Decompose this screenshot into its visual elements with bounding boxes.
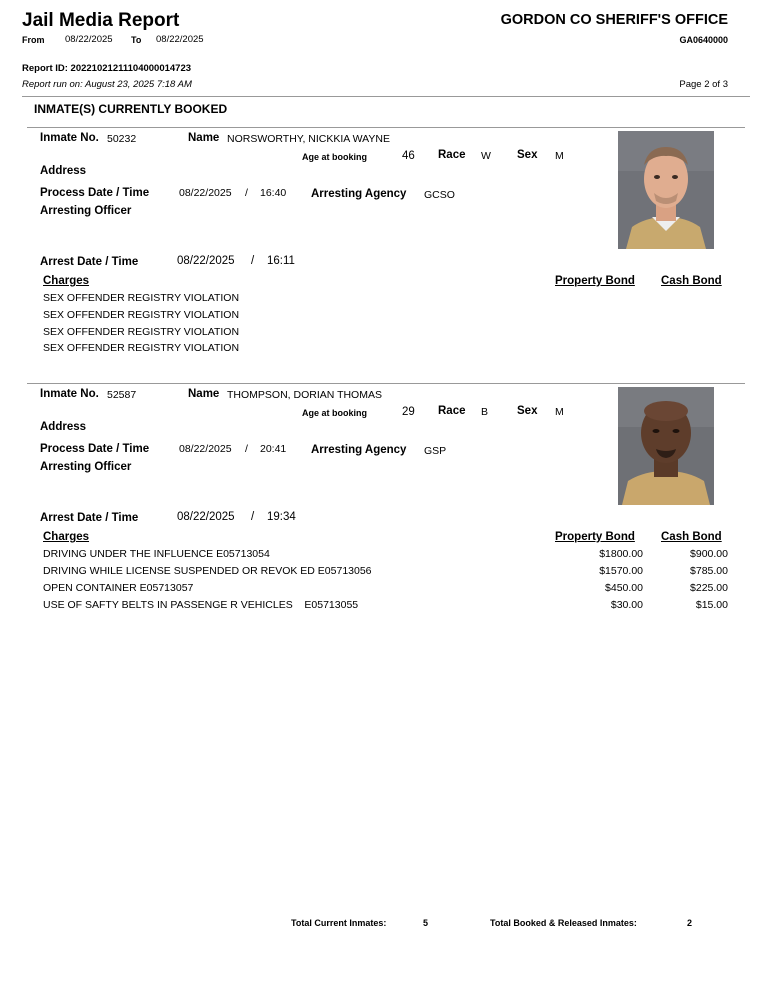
to-label: To <box>131 35 142 45</box>
report-run-date: Report run on: August 23, 2025 7:18 AM <box>22 79 192 90</box>
mugshot-photo <box>618 131 714 249</box>
charge-description: SEX OFFENDER REGISTRY VIOLATION <box>43 309 240 321</box>
race-label: Race <box>438 405 466 417</box>
property-bond-amount: $1570.00 <box>599 565 643 577</box>
inmate-no: 52587 <box>107 389 137 401</box>
total-current-value: 5 <box>423 918 429 928</box>
mugshot-photo <box>618 387 714 505</box>
header-divider <box>22 96 750 97</box>
agency-code: GA0640000 <box>679 35 728 45</box>
inmate-no-label: Inmate No. <box>40 388 99 400</box>
arresting-officer-label: Arresting Officer <box>40 461 132 473</box>
arrest-label: Arrest Date / Time <box>40 256 139 268</box>
mugshot-image <box>618 131 714 249</box>
process-label: Process Date / Time <box>40 187 150 199</box>
cash-bond-amount: $15.00 <box>695 599 728 611</box>
charge-description: DRIVING UNDER THE INFLUENCE E05713054 <box>43 548 270 560</box>
report-id: Report ID: 20221021211104000014723 <box>22 63 192 74</box>
report-title: Jail Media Report <box>22 10 180 31</box>
cash-bond-header: Cash Bond <box>661 531 722 543</box>
arrest-date: 08/22/2025 <box>177 511 235 523</box>
date-separator: / <box>251 255 255 267</box>
page-number: Page 2 of 3 <box>679 79 728 90</box>
arresting-agency-label: Arresting Agency <box>311 444 407 456</box>
arrest-date: 08/22/2025 <box>177 255 235 267</box>
charge-description: SEX OFFENDER REGISTRY VIOLATION <box>43 342 240 354</box>
mugshot-image <box>618 387 714 505</box>
arresting-agency: GCSO <box>424 189 455 201</box>
date-separator: / <box>251 511 255 523</box>
date-separator: / <box>245 443 248 455</box>
sex-label: Sex <box>517 405 538 417</box>
address-label: Address <box>40 165 87 177</box>
cash-bond-amount: $900.00 <box>690 548 728 560</box>
section-divider <box>27 127 745 128</box>
race: B <box>481 406 489 418</box>
property-bond-amount: $450.00 <box>605 582 643 594</box>
cash-bond-amount: $225.00 <box>690 582 728 594</box>
process-time: 20:41 <box>260 443 287 455</box>
arresting-agency: GSP <box>424 445 447 457</box>
charges-header: Charges <box>43 275 90 287</box>
charge-description: SEX OFFENDER REGISTRY VIOLATION <box>43 292 240 304</box>
property-bond-header: Property Bond <box>555 275 635 287</box>
cash-bond-amount: $785.00 <box>690 565 728 577</box>
race-label: Race <box>438 149 466 161</box>
from-label: From <box>22 35 45 45</box>
inmate-divider <box>27 383 745 384</box>
name-label: Name <box>188 132 220 144</box>
total-booked-value: 2 <box>687 918 693 928</box>
sex: M <box>555 150 564 162</box>
inmate-no-label: Inmate No. <box>40 132 99 144</box>
address-label: Address <box>40 421 87 433</box>
total-booked-label: Total Booked & Released Inmates: <box>490 918 637 928</box>
age-label: Age at booking <box>302 408 367 418</box>
charge-description: USE OF SAFTY BELTS IN PASSENGE R VEHICLES E05713055 <box>43 599 359 611</box>
sex-label: Sex <box>517 149 538 161</box>
arresting-officer-label: Arresting Officer <box>40 205 132 217</box>
process-label: Process Date / Time <box>40 443 150 455</box>
arrest-time: 16:11 <box>267 255 295 267</box>
charge-description: SEX OFFENDER REGISTRY VIOLATION <box>43 326 240 338</box>
to-date: 08/22/2025 <box>156 34 204 45</box>
arrest-time: 19:34 <box>267 511 296 523</box>
cash-bond-header: Cash Bond <box>661 275 722 287</box>
arrest-label: Arrest Date / Time <box>40 512 139 524</box>
property-bond-amount: $1800.00 <box>599 548 643 560</box>
age: 29 <box>402 406 415 418</box>
sex: M <box>555 406 564 418</box>
charge-description: OPEN CONTAINER E05713057 <box>43 582 194 594</box>
property-bond-header: Property Bond <box>555 531 635 543</box>
inmate-name: NORSWORTHY, NICKKIA WAYNE <box>227 133 390 145</box>
from-date: 08/22/2025 <box>65 34 113 45</box>
arresting-agency-label: Arresting Agency <box>311 188 407 200</box>
age-label: Age at booking <box>302 152 367 162</box>
race: W <box>481 150 491 162</box>
age: 46 <box>402 150 415 162</box>
section-title: INMATE(S) CURRENTLY BOOKED <box>34 102 228 116</box>
charge-description: DRIVING WHILE LICENSE SUSPENDED OR REVOK ED E05713056 <box>43 565 372 577</box>
process-date: 08/22/2025 <box>179 443 232 455</box>
charges-header: Charges <box>43 531 90 543</box>
total-current-label: Total Current Inmates: <box>291 918 387 928</box>
process-time: 16:40 <box>260 187 287 199</box>
process-date: 08/22/2025 <box>179 187 232 199</box>
agency-name: GORDON CO SHERIFF'S OFFICE <box>500 12 728 28</box>
property-bond-amount: $30.00 <box>610 599 643 611</box>
name-label: Name <box>188 388 220 400</box>
inmate-no: 50232 <box>107 133 137 145</box>
inmate-name: THOMPSON, DORIAN THOMAS <box>227 389 382 401</box>
date-separator: / <box>245 187 248 199</box>
